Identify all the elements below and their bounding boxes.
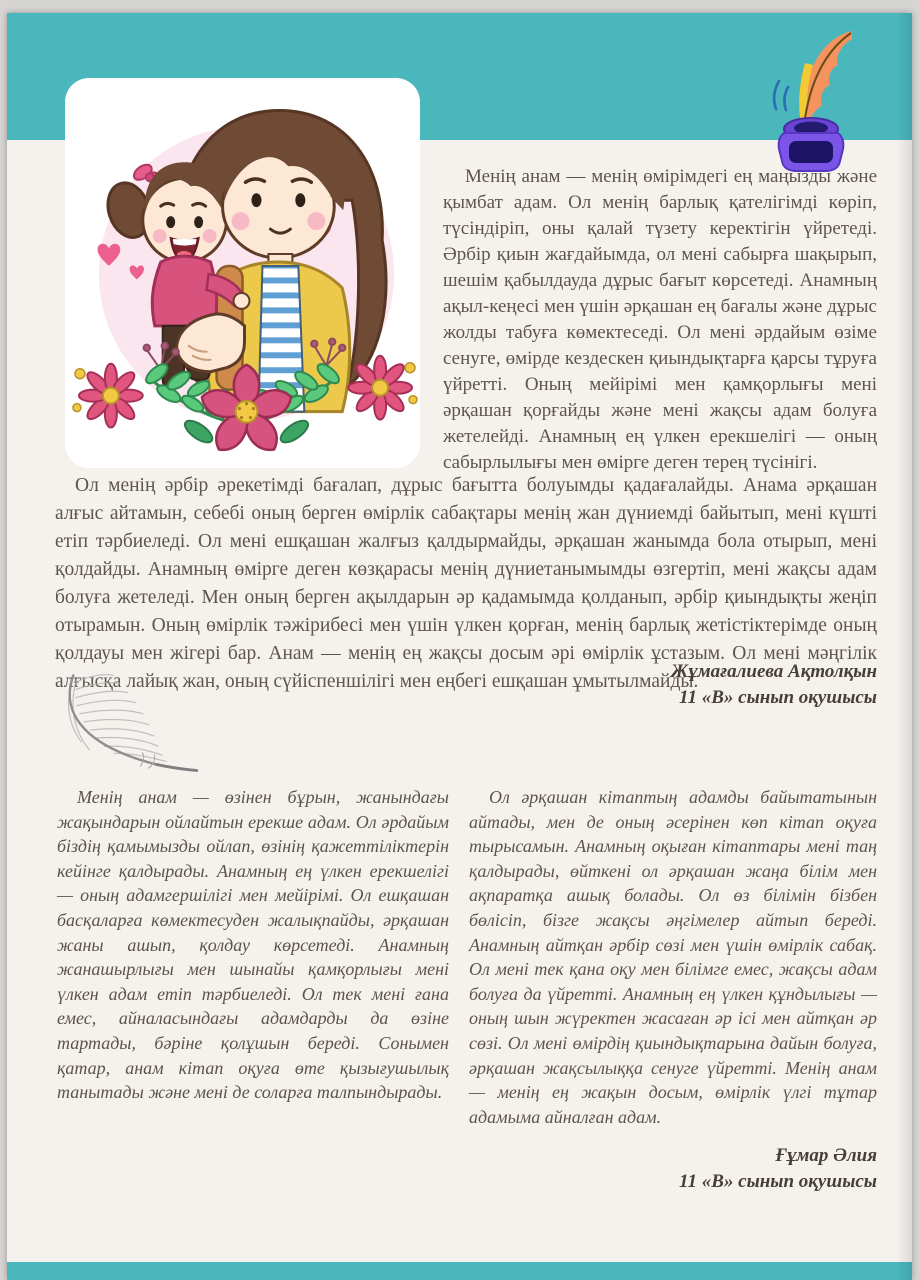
essay1-intro-paragraph: Менің анам — менің өмірімдегі ең маңызды және қымбат адам. Ол менің барлық қателігімді көріп, түсіндіріп, оны қалай түзету керектігін үйретеді. Әрбір қиын жағдайымда, ол мені сабырға шақырып, шешім қабылдауда дұрыс бағыт көрсетеді. Анамның ақыл-кеңесі мен үшін әрқашан ең бағалы және дұрыс жолды табуға көмектеседі. Ол мені әрдайым өзіме сенуге, өмірде кездескен қиындықтарға қарсы тұруға үйретті. Оның мейірімі мен қамқорлығы мені әрқашан қорғайды және мені жақсы адам болуға жетелейді. Анамның ең үлкен ерекшелігі — оның сабырлылығы мен өмірге деген терең түсінігі.	[443, 166, 877, 473]
essay2-author-class: 11 «В» сынып оқушысы	[679, 1171, 877, 1193]
essay1-author-class: 11 «В» сынып оқушысы	[679, 687, 877, 708]
left-daisy-flower	[73, 364, 143, 428]
essay1-author	[443, 659, 877, 711]
girl-face	[143, 162, 227, 262]
essay2-author-name: Ғұмар Әлия	[775, 1145, 877, 1167]
feather-sketch	[43, 665, 215, 787]
quill-inkwell-icon	[759, 23, 864, 173]
motion-line	[784, 87, 788, 110]
motion-line	[774, 81, 779, 109]
essay2-right-paragraph: Ол әрқашан кітаптың адамды байытатынын айтады, мен де оның әсерінен көп кітап оқуға тырысамын. Анамның оқыған кітаптары мені таң қалдырады, өйткені ол әрқашан жаңа білім мен ақпаратқа ашық болады. Ол өз білімін бізбен бөлісіп, бізге жақсы әңгімелер айтып береді. Анамның айтқан әрбір сөзі мен үшін өмірлік сабақ. Ол мені тек қана оқу мен білімге емес, жақсы адам болуға да үйретті. Анамның ең үлкен құндылығы — оның шын жүректен жасаған әр ісі мен айтқан әр сөзі. Ол мені өмірдің қиындықтарына дайын болуға, әрқашан жақсылыққа сенуге үйретті. Менің анам — менің ең жақын досым, өмірлік үлгі тұтар адамыма айналған адам.	[469, 787, 877, 1127]
essay1-body-paragraph: Ол менің әрбір әрекетімді бағалап, дұрыс бағытта болуымды қадағалайды. Анама әрқашан алғыс айтамын, себебі оның берген өмірлік сабақтары менің жан дүниемді байытып, мені күшті етіп тәрбиеледі. Ол мені ешқашан жалғыз қалдырмайды, әрқашан жанымда бола отырып, мені қолдайды. Анамның өмірге деген көзқарасы менің дүниетанымымды өзгертіп, мені жақсы адам болуға жетеледі. Мен оның берген ақылдарын әр қадамымда қолданып, әрбір қиындықты жеңіп отырамын. Оның өмірлік тәжірибесі мен үшін үлкен қорған, менің барлық жетістіктерімде оның қолдауы мен жігері бар. Анам — менің ең жақсы досым әрі өмірлік ұстазым. Ол мені мәңгілік алғысқа лайық жан, оның сүйіспеншілігі мен еңбегі ешқашан ұмытылмайды.	[55, 475, 877, 692]
essay1-author-name: Жұмағалиева Ақтолқын	[670, 661, 877, 682]
essay2-author	[469, 1143, 877, 1195]
mother-and-daughter-illustration	[65, 78, 420, 468]
essay2-right-column	[469, 785, 877, 1195]
page-edge-shadow	[896, 13, 912, 1280]
document-page	[7, 13, 912, 1280]
illustration-card	[65, 78, 420, 468]
right-daisy-flower	[348, 356, 417, 420]
essay2-left-column: Менің анам — өзінен бұрын, жанындағы жақындарын ойлайтын ерекше адам. Ол әрдайым біздің қамымызды ойлап, өзінің қажеттіліктерін кейінге қалдырады. Анамның ең үлкен ерекшелігі — оның адамгершілігі мен мейірімі. Ол ешқашан басқаларға көмектесуден жалықпайды, әрқашан жаны ашып, қолдау көрсетеді. Анамның жанашырлығы мен шынайы қамқорлығы мені үлкен адам етіп тәрбиеледі. Ол тек мені ғана емес, айналасындағы адамдарды да өзіне тартады, бәріне қолұшын береді. Сонымен қатар, анам кітап оқуға өте қызығушылық танытады және мені де соларға талпындырады.	[57, 787, 449, 1103]
footer-band	[7, 1262, 912, 1280]
